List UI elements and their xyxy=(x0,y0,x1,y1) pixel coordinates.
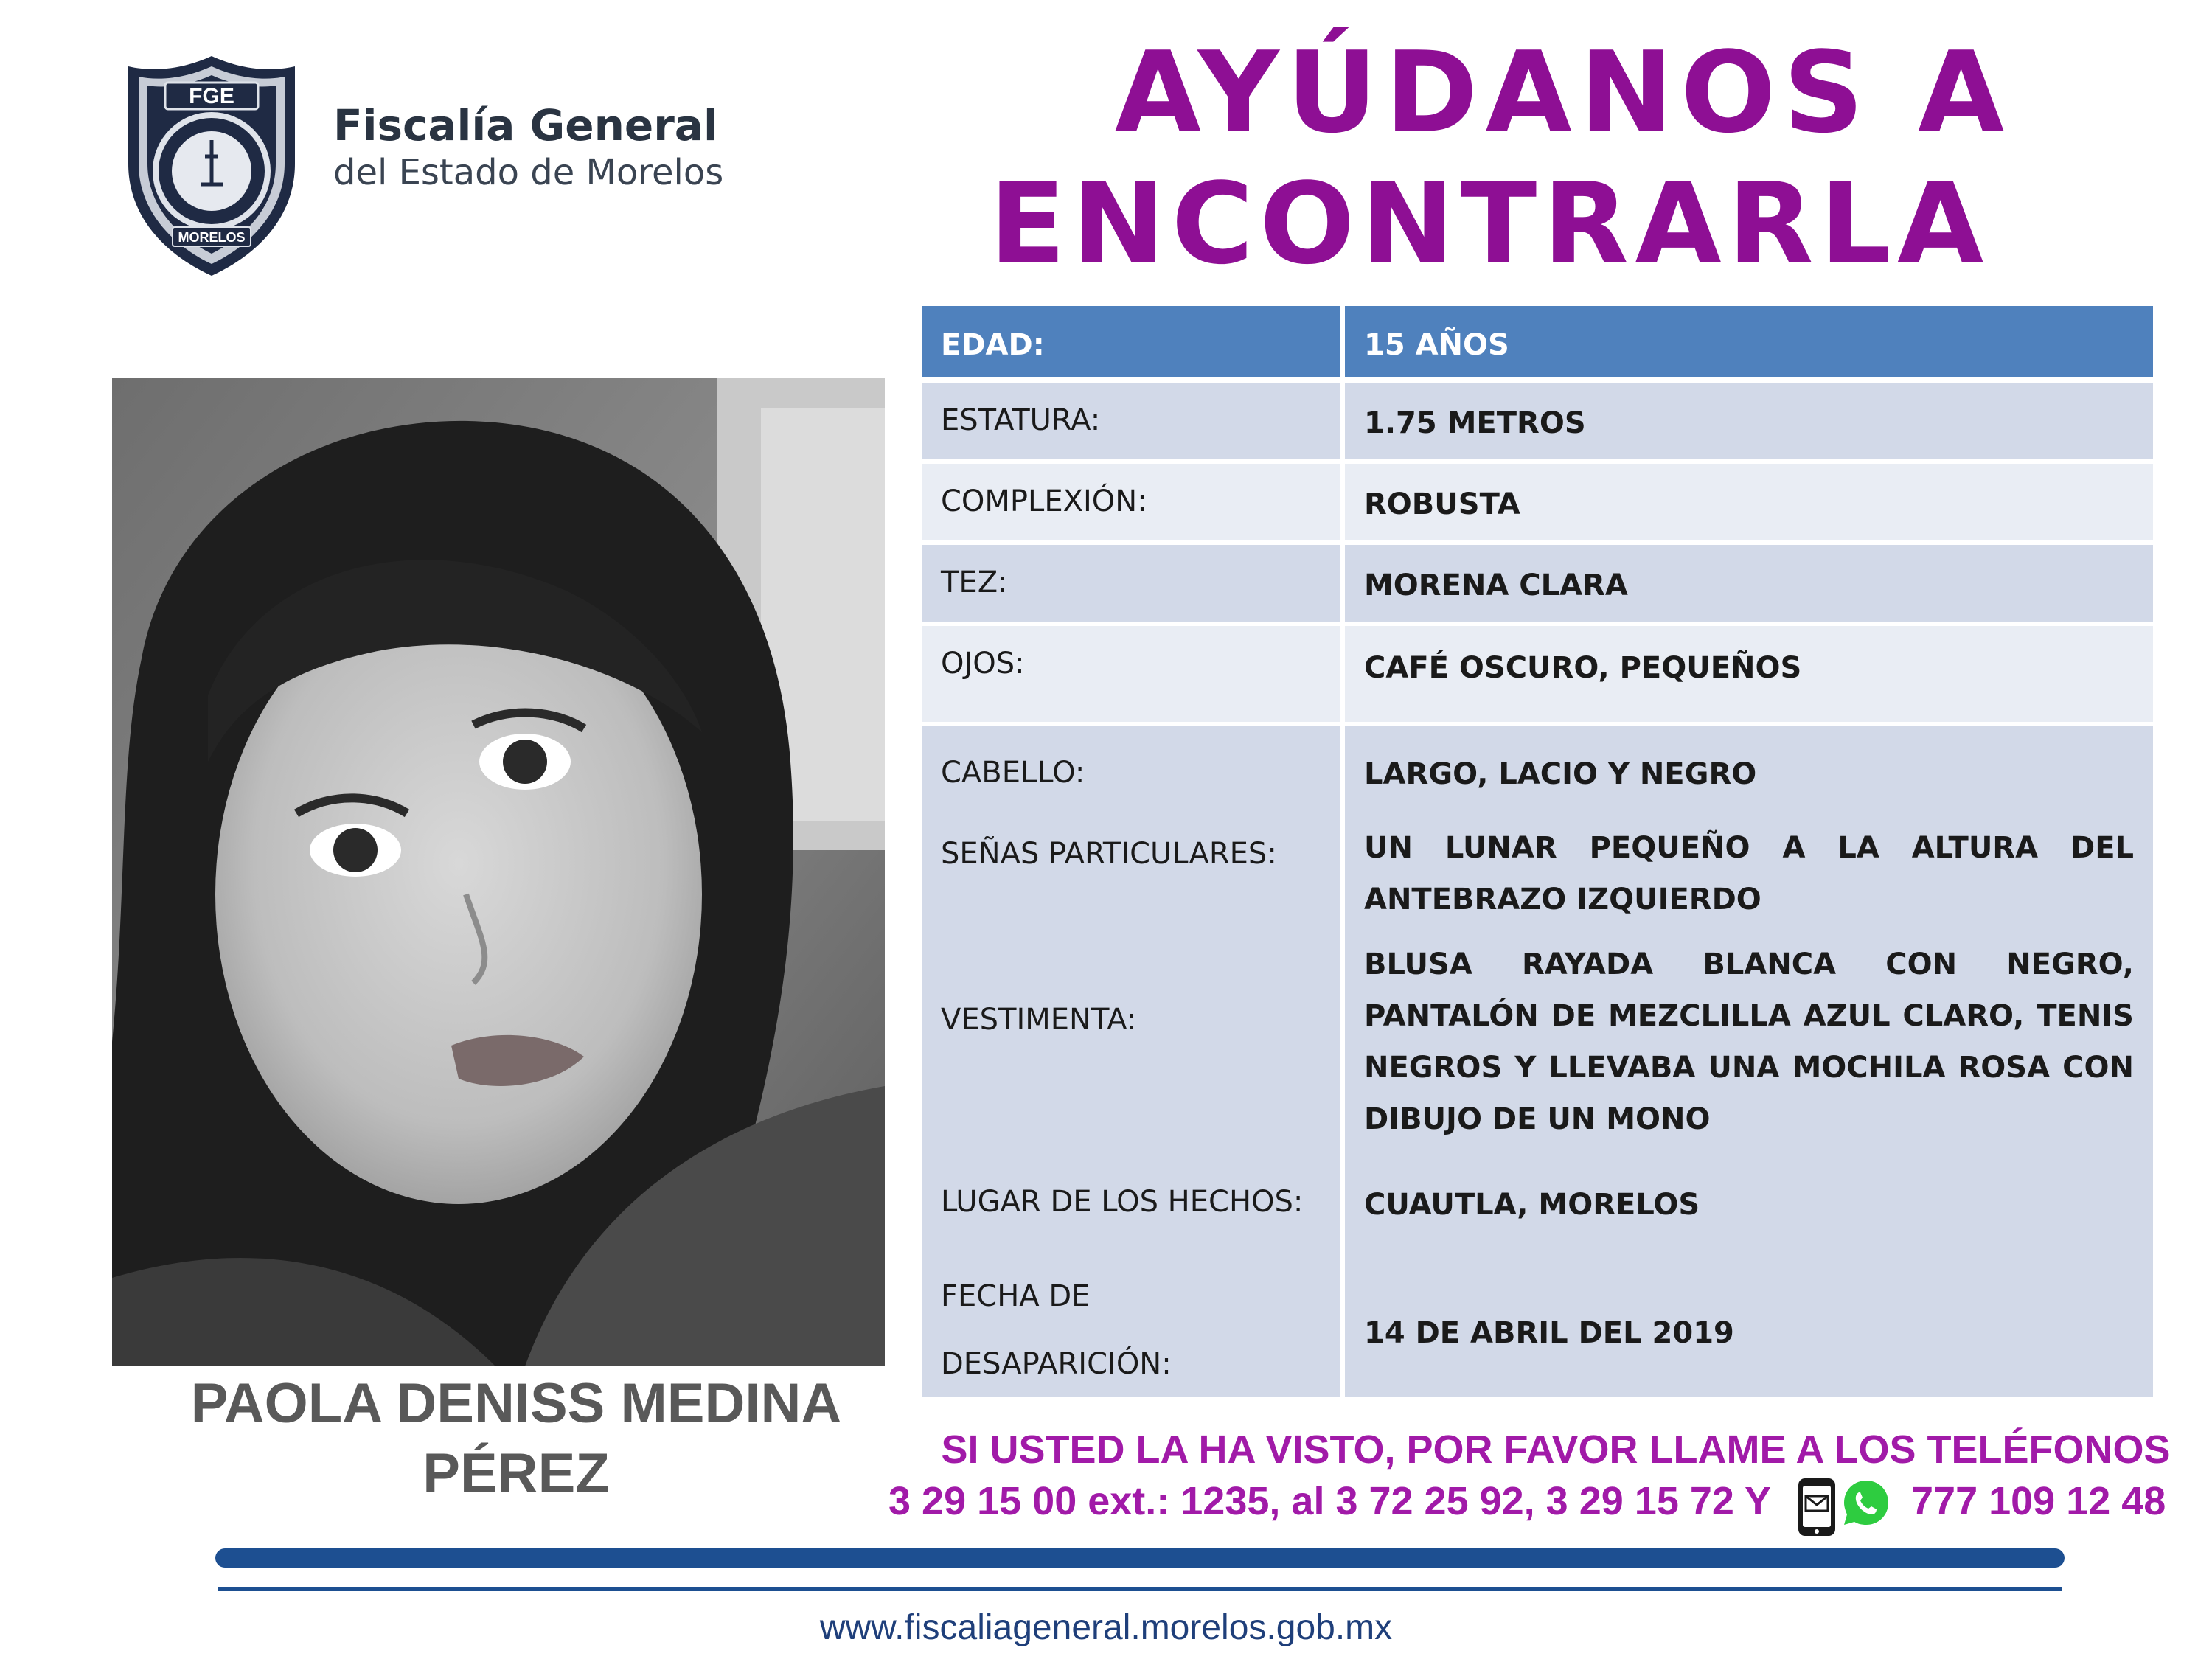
details-labels-block xyxy=(922,726,1340,1397)
value-senas: UN LUNAR PEQUEÑO A LA ALTURA DEL ANTEBRAZO IZQUIERDO xyxy=(1364,831,2134,917)
row-value-tez: MORENA CLARA xyxy=(1345,545,2153,622)
row-label-tez: TEZ: xyxy=(922,545,1340,622)
label-fecha-line-2: DESAPARICIÓN: xyxy=(941,1347,1172,1381)
row-value-estatura: 1.75 METROS xyxy=(1345,383,2153,459)
value-lugar: CUAUTLA, MORELOS xyxy=(1364,1188,1700,1222)
row-label-estatura: ESTATURA: xyxy=(922,383,1340,459)
footer-divider-thick xyxy=(215,1548,2065,1568)
agency-subtitle: del Estado de Morelos xyxy=(333,152,724,193)
missing-person-photo xyxy=(112,378,885,1366)
whatsapp-icon xyxy=(1841,1478,1891,1528)
badge-top-text: FGE xyxy=(189,84,234,108)
label-lugar: LUGAR DE LOS HECHOS: xyxy=(941,1185,1304,1219)
label-vestimenta: VESTIMENTA: xyxy=(941,1003,1137,1037)
value-cabello: LARGO, LACIO Y NEGRO xyxy=(1364,757,1757,791)
badge-bottom-text: MORELOS xyxy=(178,230,246,245)
table-header-value: 15 AÑOS xyxy=(1345,306,2153,377)
label-senas: SEÑAS PARTICULARES: xyxy=(941,837,1277,871)
value-fecha: 14 DE ABRIL DEL 2019 xyxy=(1364,1316,1734,1350)
call-to-action: SI USTED LA HA VISTO, POR FAVOR LLAME A LOS TELÉFONOS xyxy=(941,1427,2171,1472)
row-label-complexion: COMPLEXIÓN: xyxy=(922,464,1340,540)
mobile-phone-icon xyxy=(1795,1477,1838,1537)
person-name-line-2: PÉREZ xyxy=(422,1442,610,1505)
headline-line-2: ENCONTRARLA xyxy=(989,159,1990,289)
person-name-line-1: PAOLA DENISS MEDINA xyxy=(190,1372,842,1435)
phone-numbers: 3 29 15 00 ext.: 1235, al 3 72 25 92, 3 29 15 72 Y xyxy=(888,1479,1771,1523)
row-label-ojos: OJOS: xyxy=(922,626,1340,722)
phone-number-extra: 777 109 12 48 xyxy=(1911,1479,2166,1523)
table-header-label: EDAD: xyxy=(922,306,1340,377)
row-value-ojos: CAFÉ OSCURO, PEQUEÑOS xyxy=(1345,626,2153,722)
fge-badge-logo xyxy=(124,53,299,279)
details-table xyxy=(922,306,2153,1397)
details-values-block xyxy=(1345,726,2153,1397)
label-cabello: CABELLO: xyxy=(941,756,1085,790)
value-vestimenta: BLUSA RAYADA BLANCA CON NEGRO, PANTALÓN DE MEZCLILLA AZUL CLARO, TENIS NEGROS Y LLEVABA UNA MOCHILA ROSA CON DIBUJO DE UN MONO xyxy=(1364,947,2134,1136)
website-link[interactable]: www.fiscaliageneral.morelos.gob.mx xyxy=(819,1608,1393,1647)
agency-title: Fiscalía General xyxy=(333,100,718,150)
headline-line-1: AYÚDANOS A xyxy=(1114,27,2012,158)
label-fecha-line-1: FECHA DE xyxy=(941,1279,1091,1313)
row-value-complexion: ROBUSTA xyxy=(1345,464,2153,540)
footer-divider-thin xyxy=(218,1587,2062,1591)
